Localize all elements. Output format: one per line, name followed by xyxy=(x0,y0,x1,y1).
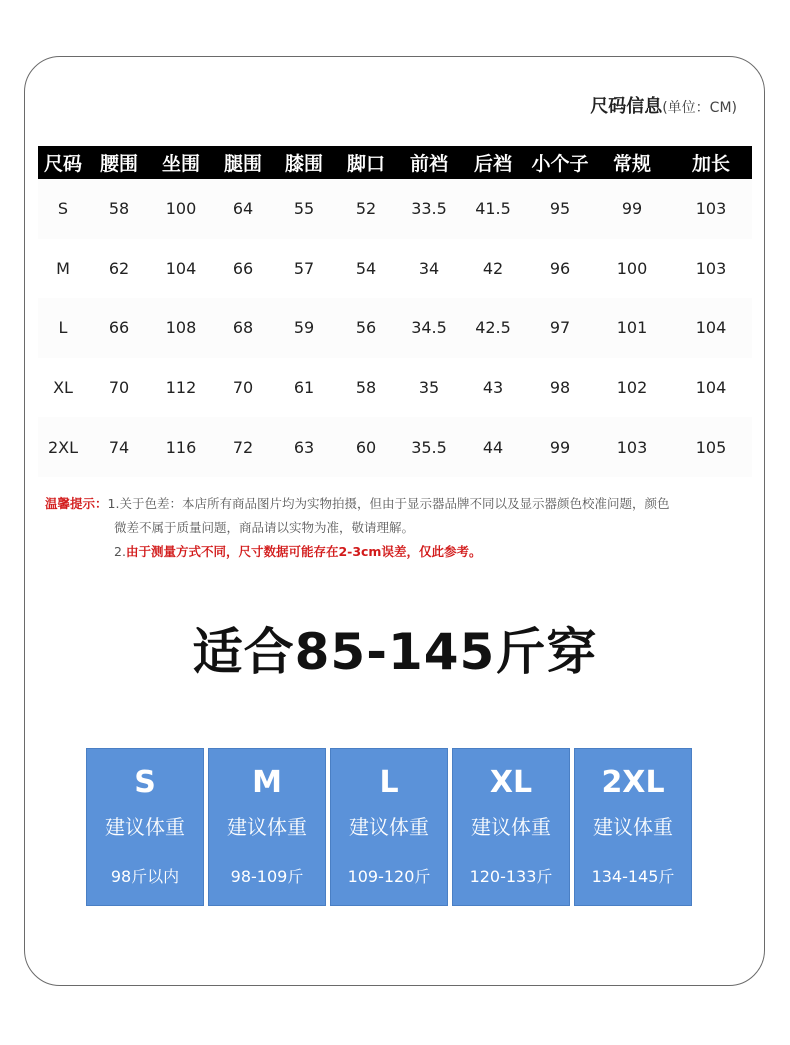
table-cell: 35 xyxy=(398,358,460,418)
card-range: 120-133斤 xyxy=(469,867,553,886)
col-header-hem: 脚口 xyxy=(334,146,398,179)
table-cell: 99 xyxy=(594,179,670,239)
table-cell: 60 xyxy=(334,417,398,477)
table-cell: M xyxy=(38,239,88,299)
table-cell: 100 xyxy=(150,179,212,239)
table-cell: 61 xyxy=(274,358,334,418)
table-cell: 104 xyxy=(670,358,752,418)
table-cell: XL xyxy=(38,358,88,418)
unit-label: (单位：CM) xyxy=(662,100,737,116)
card-label: 建议体重 xyxy=(349,815,429,839)
table-row xyxy=(38,239,752,299)
col-header-hip: 坐围 xyxy=(150,146,212,179)
col-header-regular: 常规 xyxy=(594,146,670,179)
weight-cards xyxy=(86,748,692,906)
card-range: 98斤以内 xyxy=(110,867,180,886)
table-cell: 33.5 xyxy=(398,179,460,239)
table-cell: 104 xyxy=(150,239,212,299)
table-cell: 116 xyxy=(150,417,212,477)
table-cell: 108 xyxy=(150,298,212,358)
table-cell: 57 xyxy=(274,239,334,299)
table-cell: 102 xyxy=(594,358,670,418)
table-row xyxy=(38,179,752,239)
table-cell: 72 xyxy=(212,417,274,477)
table-row xyxy=(38,417,752,477)
table-cell: 64 xyxy=(212,179,274,239)
card-range: 134-145斤 xyxy=(591,867,675,886)
table-cell: 58 xyxy=(88,179,150,239)
col-header-petite: 小个子 xyxy=(526,146,594,179)
table-cell: 96 xyxy=(526,239,594,299)
card-label: 建议体重 xyxy=(105,815,185,839)
table-cell: 59 xyxy=(274,298,334,358)
size-card xyxy=(208,748,326,906)
notice-line-2 xyxy=(45,540,755,564)
col-header-thigh: 腿围 xyxy=(212,146,274,179)
table-cell: 104 xyxy=(670,298,752,358)
table-cell: 54 xyxy=(334,239,398,299)
card-label: 建议体重 xyxy=(227,815,307,839)
table-header-row xyxy=(38,146,752,179)
table-cell: 66 xyxy=(212,239,274,299)
table-cell: 42 xyxy=(460,239,526,299)
notice-item-1: 1.关于色差：本店所有商品图片均为实物拍摄，但由于显示器品牌不同以及显示器颜色校准问题，颜色 xyxy=(107,496,670,511)
table-cell: 103 xyxy=(670,179,752,239)
table-cell: 56 xyxy=(334,298,398,358)
card-range: 98-109斤 xyxy=(230,867,304,886)
card-range: 109-120斤 xyxy=(347,867,431,886)
table-cell: 43 xyxy=(460,358,526,418)
col-header-front-rise: 前裆 xyxy=(398,146,460,179)
table-cell: 2XL xyxy=(38,417,88,477)
size-card xyxy=(574,748,692,906)
notice-item-2-num: 2. xyxy=(114,544,126,559)
col-header-long: 加长 xyxy=(670,146,752,179)
table-cell: 95 xyxy=(526,179,594,239)
table-cell: 70 xyxy=(88,358,150,418)
table-cell: 66 xyxy=(88,298,150,358)
size-card xyxy=(86,748,204,906)
card-size: M xyxy=(252,765,282,800)
col-header-size: 尺码 xyxy=(38,146,88,179)
weight-range-headline: 适合85-145斤穿 xyxy=(192,623,598,681)
table-cell: 42.5 xyxy=(460,298,526,358)
col-header-back-rise: 后裆 xyxy=(460,146,526,179)
table-cell: 55 xyxy=(274,179,334,239)
size-info-title: 尺码信息 xyxy=(590,96,663,117)
table-cell: L xyxy=(38,298,88,358)
table-cell: 58 xyxy=(334,358,398,418)
notice-block xyxy=(45,492,755,564)
table-cell: 52 xyxy=(334,179,398,239)
table-cell: 68 xyxy=(212,298,274,358)
col-header-knee: 膝围 xyxy=(274,146,334,179)
table-cell: 112 xyxy=(150,358,212,418)
notice-line-1 xyxy=(45,492,755,516)
table-cell: 98 xyxy=(526,358,594,418)
col-header-waist: 腰围 xyxy=(88,146,150,179)
table-cell: 100 xyxy=(594,239,670,299)
card-label: 建议体重 xyxy=(471,815,551,839)
table-cell: 103 xyxy=(594,417,670,477)
size-card xyxy=(330,748,448,906)
card-size: 2XL xyxy=(601,765,665,800)
notice-item-2: 由于测量方式不同，尺寸数据可能存在2-3cm误差，仅此参考。 xyxy=(125,544,482,559)
table-cell: 103 xyxy=(670,239,752,299)
table-row xyxy=(38,358,752,418)
notice-prefix: 温馨提示： xyxy=(45,496,108,511)
card-size: S xyxy=(134,765,156,800)
table-cell: 34 xyxy=(398,239,460,299)
table-cell: 44 xyxy=(460,417,526,477)
table-cell: 97 xyxy=(526,298,594,358)
table-cell: S xyxy=(38,179,88,239)
size-chart-table xyxy=(38,146,752,477)
size-info-heading xyxy=(590,92,737,118)
table-cell: 35.5 xyxy=(398,417,460,477)
table-cell: 105 xyxy=(670,417,752,477)
table-cell: 70 xyxy=(212,358,274,418)
table-cell: 41.5 xyxy=(460,179,526,239)
table-cell: 101 xyxy=(594,298,670,358)
table-cell: 62 xyxy=(88,239,150,299)
card-label: 建议体重 xyxy=(593,815,673,839)
table-cell: 34.5 xyxy=(398,298,460,358)
table-cell: 63 xyxy=(274,417,334,477)
notice-item-1-cont: 微差不属于质量问题，商品请以实物为准，敬请理解。 xyxy=(114,520,415,535)
size-card xyxy=(452,748,570,906)
card-size: L xyxy=(379,765,399,800)
table-row xyxy=(38,298,752,358)
card-size: XL xyxy=(489,765,533,800)
table-cell: 99 xyxy=(526,417,594,477)
table-cell: 74 xyxy=(88,417,150,477)
